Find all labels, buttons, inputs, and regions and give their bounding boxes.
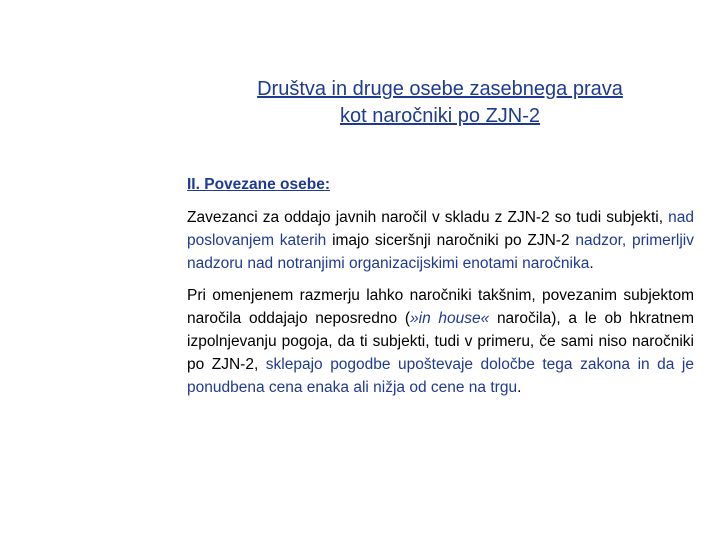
p1-highlight-b: nad poslovanjem katerih — [187, 209, 694, 249]
p1-highlight-d: nadzor, primerljiv nadzoru nad notranjimi organizacijskimi enotami naročnika — [187, 232, 694, 272]
paragraph-2 — [187, 284, 694, 399]
title-line-2: kot naročniki po ZJN-2 — [339, 105, 541, 127]
p2-text-e: . — [517, 379, 522, 396]
p2-text-a: Pri omenjenem razmerju lahko naročniki takšnim, povezanim subjektom naročila oddajajo neposredno ( — [187, 287, 694, 327]
paragraph-1 — [187, 206, 694, 275]
slide-content — [187, 175, 694, 408]
p1-text-c: imajo siceršnji naročniki po ZJN-2 — [326, 232, 576, 249]
slide-title — [190, 76, 690, 130]
section-heading: II. Povezane osebe: — [187, 176, 330, 193]
p1-text-e: . — [589, 255, 594, 272]
p2-highlight-d: sklepajo pogodbe upoštevaje določbe tega zakona in da je ponudbena cena enaka ali nižja od cene na trgu — [187, 356, 694, 396]
title-line-1: Društva in druge osebe zasebnega prava — [257, 78, 623, 100]
p1-text-a: Zavezanci za oddajo javnih naročil v skladu z ZJN-2 so tudi subjekti, — [187, 209, 669, 226]
p2-text-c: naročila), a le ob hkratnem izpolnjevanju pogoja, da ti subjekti, tudi v primeru, če sami niso naročniki po ZJN-2, — [187, 310, 694, 373]
p2-in-house: »in house« — [410, 310, 490, 327]
